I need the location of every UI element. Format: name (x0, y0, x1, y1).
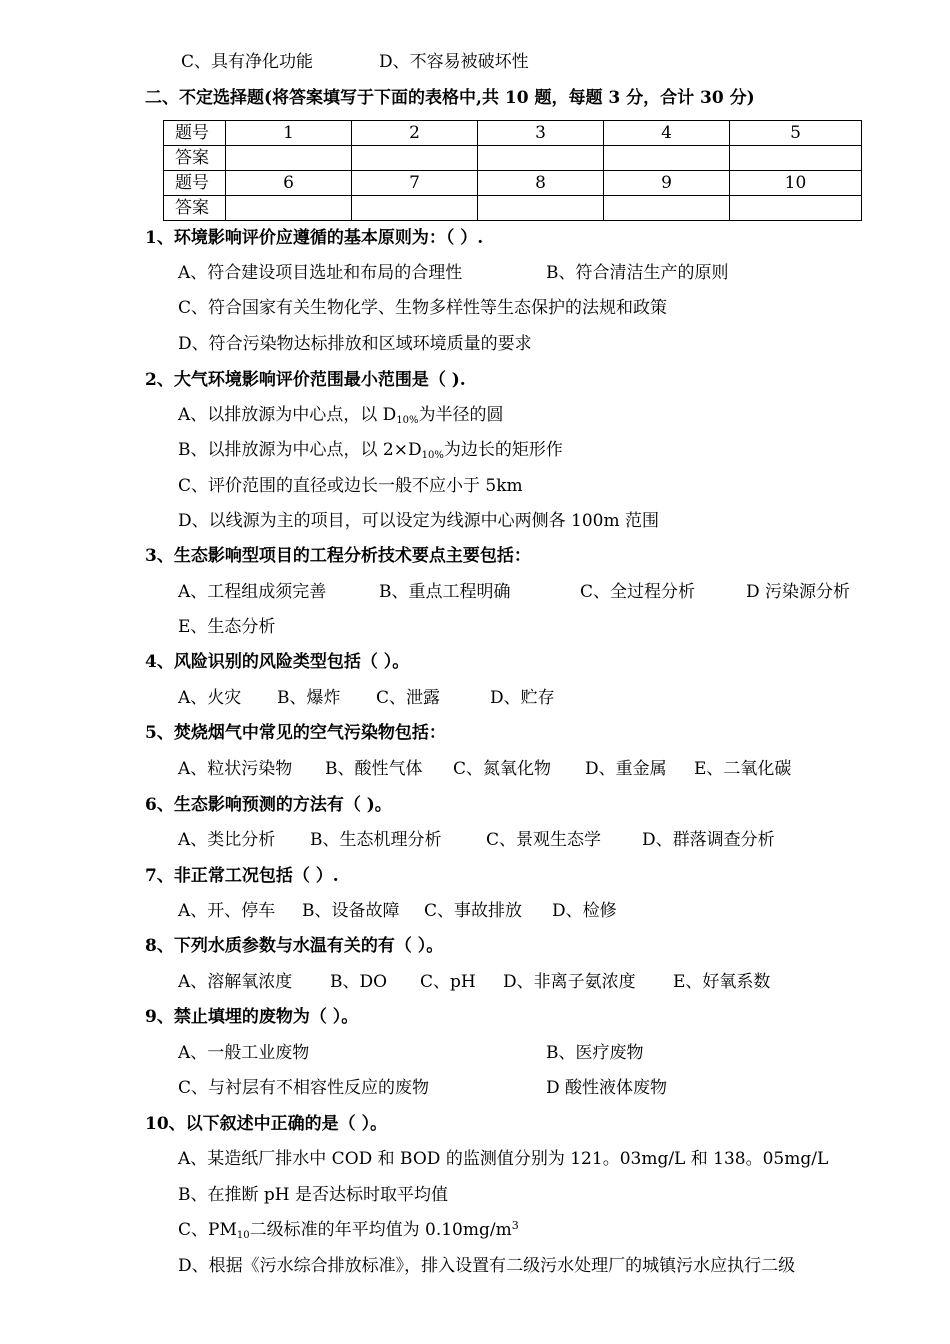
q8-option-c: C、pH (420, 972, 476, 992)
q3-option-a: A、工程组成须完善 (178, 582, 327, 602)
q10-option-a: A、某造纸厂排水中 COD 和 BOD 的监测值分别为 121。03mg/L 和 138。05mg/L (178, 1149, 829, 1169)
row-label-answer: 答案 (164, 146, 226, 171)
q10-option-c-text: C、PM (178, 1220, 237, 1240)
question-4-stem: 4、风险识别的风险类型包括（ ）。 (145, 652, 410, 672)
answer-cell[interactable] (604, 146, 730, 171)
q5-option-e: E、二氧化碳 (694, 759, 792, 779)
q9-option-d: D 酸性液体废物 (546, 1078, 668, 1098)
q9-option-c: C、与衬层有不相容性反应的废物 (178, 1078, 430, 1098)
q3-option-e: E、生态分析 (178, 617, 276, 637)
table-cell-number: 4 (604, 121, 730, 146)
table-cell-number: 6 (226, 171, 352, 196)
q10-option-c (178, 1220, 519, 1240)
question-10-stem: 10、以下叙述中正确的是（ ）。 (145, 1114, 388, 1134)
subscript: 10% (421, 450, 444, 461)
question-6-stem: 6、生态影响预测的方法有（ )。 (145, 795, 392, 815)
q9-option-a: A、一般工业废物 (178, 1043, 310, 1063)
q4-option-d: D、贮存 (490, 688, 555, 708)
answer-cell[interactable] (604, 196, 730, 221)
table-row (164, 196, 862, 221)
answer-cell[interactable] (730, 196, 862, 221)
answer-cell[interactable] (226, 146, 352, 171)
option-c: C、具有净化功能 (181, 52, 314, 72)
q2-option-c: C、评价范围的直径或边长一般不应小于 5km (178, 476, 523, 496)
table-cell-number: 10 (730, 171, 862, 196)
q8-option-b: B、DO (330, 972, 388, 992)
question-9-stem: 9、禁止填埋的废物为（ ）。 (145, 1007, 359, 1027)
q5-option-a: A、粒状污染物 (178, 759, 293, 779)
q5-option-c: C、氮氧化物 (453, 759, 552, 779)
q4-option-c: C、泄露 (376, 688, 441, 708)
table-row (164, 146, 862, 171)
superscript: 3 (511, 1219, 519, 1232)
answer-table (163, 120, 862, 221)
table-row (164, 121, 862, 146)
row-label-number: 题号 (164, 121, 226, 146)
q2-option-a-text-end: 为半径的圆 (418, 405, 504, 425)
subscript: 10 (236, 1230, 250, 1241)
q6-option-c: C、景观生态学 (486, 830, 602, 850)
question-3-stem: 3、生态影响型项目的工程分析技术要点主要包括： (145, 546, 531, 566)
q10-option-d: D、根据《污水综合排放标准》，排入设置有二级污水处理厂的城镇污水应执行二级 (178, 1256, 796, 1276)
q2-option-a (178, 405, 504, 425)
q3-option-b: B、重点工程明确 (379, 582, 511, 602)
table-cell-number: 9 (604, 171, 730, 196)
q7-option-d: D、检修 (552, 901, 617, 921)
answer-cell[interactable] (352, 196, 478, 221)
subscript: 10% (396, 415, 419, 426)
q1-option-a: A、符合建设项目选址和布局的合理性 (178, 263, 463, 283)
table-cell-number: 7 (352, 171, 478, 196)
q2-option-b-text: B、以排放源为中心点，以 2×D (178, 440, 422, 460)
row-label-answer: 答案 (164, 196, 226, 221)
table-row (164, 171, 862, 196)
answer-cell[interactable] (352, 146, 478, 171)
answer-cell[interactable] (478, 196, 604, 221)
question-2-stem: 2、大气环境影响评价范围最小范围是（ ). (145, 370, 466, 390)
table-cell-number: 2 (352, 121, 478, 146)
q6-option-a: A、类比分析 (178, 830, 276, 850)
section-title: 二、不定选择题(将答案填写于下面的表格中,共 10 题，每题 3 分，合计 30 分) (145, 88, 755, 108)
q8-option-d: D、非离子氨浓度 (503, 972, 636, 992)
q7-option-b: B、设备故障 (302, 901, 400, 921)
question-7-stem: 7、非正常工况包括（ ）. (145, 866, 339, 886)
q7-option-a: A、开、停车 (178, 901, 276, 921)
answer-cell[interactable] (478, 146, 604, 171)
q1-option-c: C、符合国家有关生物化学、生物多样性等生态保护的法规和政策 (178, 298, 668, 318)
q6-option-b: B、生态机理分析 (310, 830, 442, 850)
q8-option-a: A、溶解氧浓度 (178, 972, 293, 992)
q8-option-e: E、好氧系数 (673, 972, 771, 992)
table-cell-number: 3 (478, 121, 604, 146)
q10-option-c-text-end: 二级标准的年平均值为 0.10mg/m (249, 1220, 512, 1240)
q5-option-d: D、重金属 (585, 759, 667, 779)
q1-option-b: B、符合清洁生产的原则 (546, 263, 729, 283)
q4-option-b: B、爆炸 (277, 688, 341, 708)
table-cell-number: 5 (730, 121, 862, 146)
q2-option-a-text: A、以排放源为中心点，以 D (178, 405, 397, 425)
q2-option-d: D、以线源为主的项目，可以设定为线源中心两侧各 100m 范围 (178, 511, 660, 531)
q4-option-a: A、火灾 (178, 688, 242, 708)
table-cell-number: 8 (478, 171, 604, 196)
answer-cell[interactable] (730, 146, 862, 171)
q2-option-b-text-end: 为边长的矩形作 (443, 440, 563, 460)
q2-option-b (178, 440, 563, 460)
q1-option-d: D、符合污染物达标排放和区域环境质量的要求 (178, 334, 532, 354)
answer-cell[interactable] (226, 196, 352, 221)
q7-option-c: C、事故排放 (424, 901, 523, 921)
q3-option-c: C、全过程分析 (580, 582, 696, 602)
row-label-number: 题号 (164, 171, 226, 196)
question-5-stem: 5、焚烧烟气中常见的空气污染物包括： (145, 723, 446, 743)
question-1-stem: 1、环境影响评价应遵循的基本原则为：（ ）. (145, 228, 484, 248)
option-d: D、不容易被破坏性 (379, 52, 529, 72)
question-8-stem: 8、下列水质参数与水温有关的有（ ）。 (145, 936, 444, 956)
q6-option-d: D、群落调查分析 (642, 830, 775, 850)
q3-option-d: D 污染源分析 (746, 582, 851, 602)
q10-option-b: B、在推断 pH 是否达标时取平均值 (178, 1185, 449, 1205)
q5-option-b: B、酸性气体 (325, 759, 423, 779)
q9-option-b: B、医疗废物 (546, 1043, 644, 1063)
table-cell-number: 1 (226, 121, 352, 146)
